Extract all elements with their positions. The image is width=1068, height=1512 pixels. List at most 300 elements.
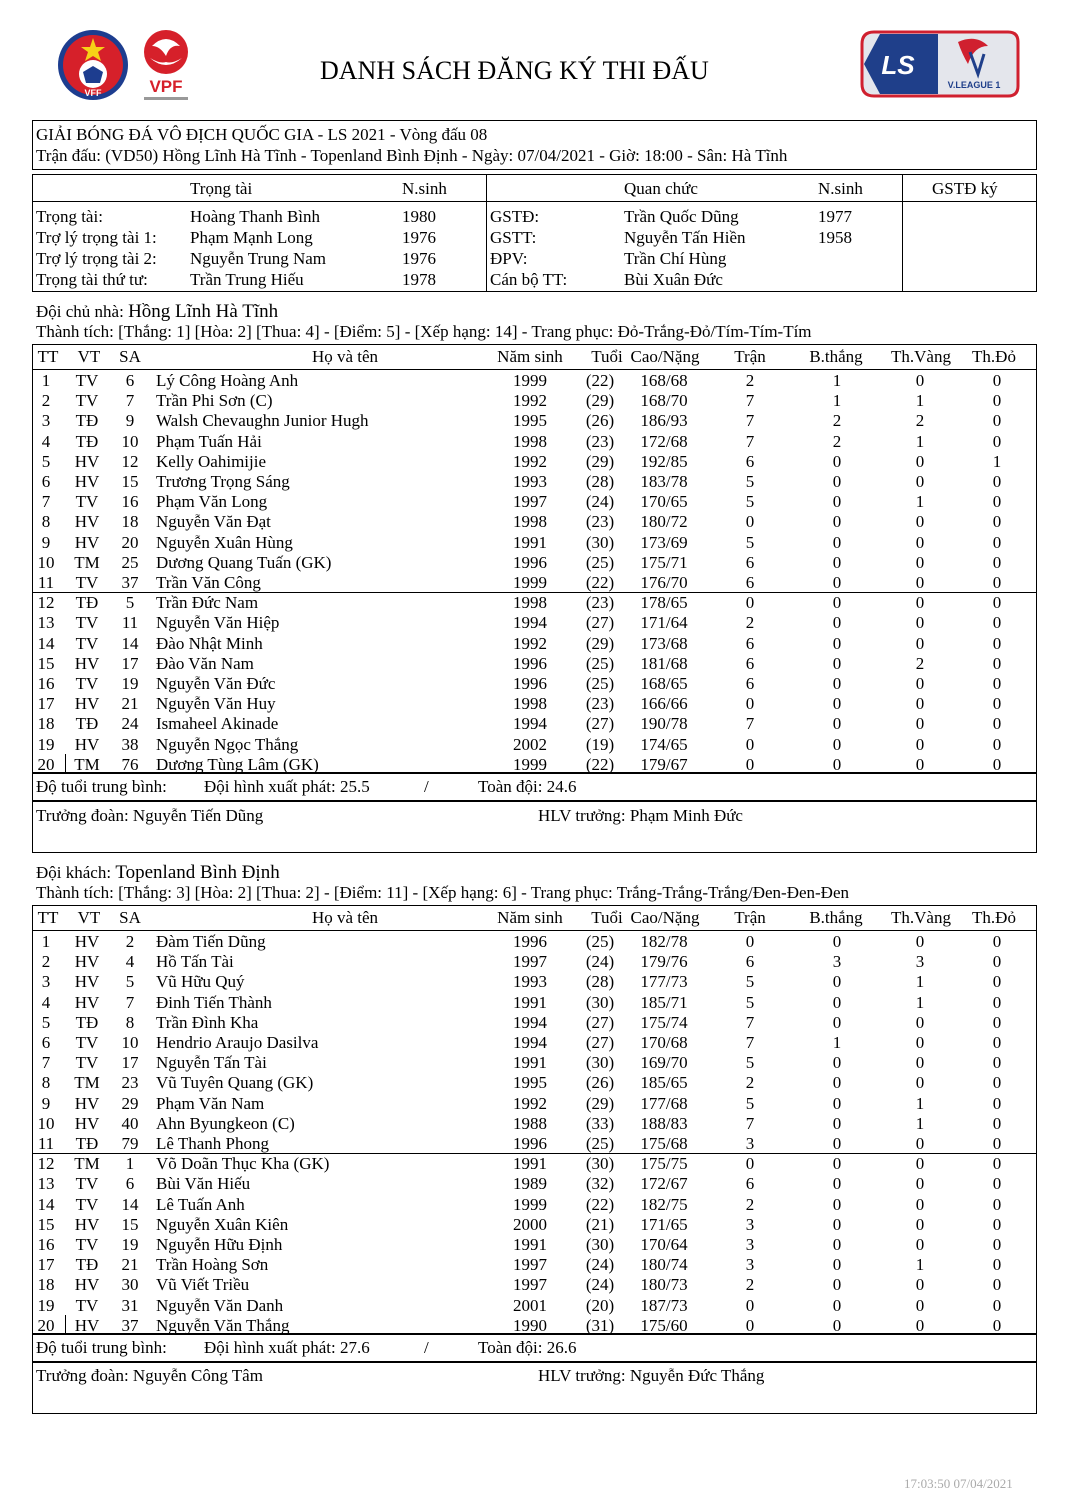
referee-name: Phạm Mạnh Long — [190, 228, 313, 247]
player-name: Đào Nhật Minh — [156, 633, 263, 653]
player-age: (27) — [585, 714, 615, 734]
supervisor-role: GSTT: — [490, 228, 537, 247]
player-vt: HV — [74, 932, 100, 951]
player-row — [34, 472, 1034, 492]
player-name: Bùi Văn Hiếu — [156, 1174, 251, 1194]
referee-year: 1976 — [402, 249, 436, 268]
player-row — [34, 755, 1034, 775]
player-sa: 6 — [125, 1174, 135, 1194]
player-row — [34, 932, 1034, 952]
player-red: 0 — [992, 952, 1002, 972]
player-row — [34, 1215, 1034, 1235]
player-red: 0 — [992, 992, 1002, 1012]
player-apps: 7 — [745, 1033, 755, 1052]
referee-year: 1976 — [402, 228, 436, 247]
player-apps: 5 — [745, 472, 755, 491]
player-height-weight: 180/74 — [640, 1255, 688, 1275]
player-age: (29) — [585, 633, 615, 653]
player-row — [34, 952, 1034, 972]
player-sa: 24 — [121, 714, 139, 734]
player-goals: 2 — [832, 411, 842, 431]
player-row — [34, 613, 1034, 633]
player-yellow: 1 — [915, 1113, 925, 1133]
player-goals: 0 — [832, 451, 842, 471]
player-yob: 1992 — [513, 451, 547, 471]
away-avg-slash: / — [424, 1338, 429, 1357]
player-height-weight: 177/73 — [640, 972, 688, 992]
column-header-age: Tuổi — [591, 908, 623, 927]
player-yellow: 0 — [915, 1033, 925, 1052]
player-goals: 0 — [832, 694, 842, 714]
player-row — [34, 1094, 1034, 1114]
supervisor-name: Trần Chí Hùng — [624, 249, 727, 268]
player-age: (27) — [585, 1033, 615, 1052]
player-row — [34, 694, 1034, 714]
player-red: 0 — [992, 431, 1002, 451]
player-yob: 1991 — [513, 532, 547, 552]
player-name: Kelly Oahimijie — [156, 451, 267, 471]
player-tt: 4 — [41, 992, 51, 1012]
player-height-weight: 173/68 — [640, 633, 688, 653]
player-yellow: 0 — [915, 1194, 925, 1214]
player-yellow: 0 — [915, 1275, 925, 1295]
player-yellow: 0 — [915, 1134, 925, 1153]
player-vt: TV — [75, 1235, 99, 1254]
player-yob: 1990 — [513, 1315, 547, 1335]
player-vt: HV — [74, 451, 100, 471]
player-apps: 0 — [745, 734, 755, 754]
player-red: 0 — [992, 1255, 1002, 1275]
player-row — [34, 452, 1034, 472]
player-age: (27) — [585, 1012, 615, 1032]
column-header-vt: VT — [77, 908, 101, 927]
column-header-apps: Trận — [734, 347, 766, 366]
player-goals: 0 — [832, 1012, 842, 1032]
home-team-heading — [36, 302, 278, 322]
player-apps: 6 — [745, 1174, 755, 1194]
player-yob: 2002 — [513, 734, 547, 754]
player-height-weight: 186/93 — [640, 411, 688, 431]
player-apps: 5 — [745, 532, 755, 552]
referee-year: 1978 — [402, 270, 436, 289]
player-height-weight: 166/66 — [640, 694, 688, 714]
player-name: Nguyễn Văn Đức — [156, 674, 276, 693]
player-height-weight: 171/65 — [640, 1214, 688, 1234]
vleague-logo — [858, 24, 1022, 104]
player-age: (19) — [585, 734, 615, 754]
column-header-height-weight: Cao/Nặng — [630, 347, 700, 366]
player-goals: 0 — [832, 1275, 842, 1295]
player-name: Nguyễn Hữu Định — [156, 1235, 283, 1254]
player-name: Ismaheel Akinade — [156, 714, 279, 734]
player-tt: 6 — [41, 1033, 51, 1052]
player-yellow: 0 — [915, 714, 925, 734]
player-vt: TM — [74, 1154, 100, 1174]
player-row — [34, 972, 1034, 992]
player-age: (29) — [585, 451, 615, 471]
player-name: Vũ Hữu Quý — [156, 972, 245, 992]
player-sa: 4 — [125, 952, 135, 972]
player-height-weight: 175/74 — [640, 1012, 688, 1032]
column-header-goals: B.thắng — [809, 908, 863, 927]
player-row — [34, 654, 1034, 674]
column-header-red: Th.Đỏ — [972, 908, 1016, 927]
player-yob: 1996 — [513, 653, 547, 673]
player-goals: 0 — [832, 674, 842, 693]
player-age: (25) — [585, 1134, 615, 1153]
column-header-vt: VT — [77, 347, 101, 366]
player-goals: 1 — [832, 1033, 842, 1052]
player-yellow: 0 — [915, 1214, 925, 1234]
player-goals: 0 — [832, 1174, 842, 1194]
player-name: Walsh Chevaughn Junior Hugh — [156, 411, 369, 431]
player-yellow: 0 — [915, 932, 925, 951]
player-goals: 0 — [832, 1295, 842, 1315]
player-tt: 2 — [41, 391, 51, 411]
player-vt: HV — [74, 532, 100, 552]
player-sa: 10 — [121, 431, 139, 451]
player-tt: 3 — [41, 972, 51, 992]
player-sa: 2 — [125, 932, 135, 951]
player-height-weight: 182/78 — [640, 932, 688, 951]
player-red: 0 — [992, 1315, 1002, 1335]
player-apps: 6 — [745, 573, 755, 592]
player-height-weight: 190/78 — [640, 714, 688, 734]
player-age: (26) — [585, 1073, 615, 1093]
player-age: (22) — [585, 1194, 615, 1214]
player-tt: 1 — [41, 932, 51, 951]
player-name: Nguyễn Tấn Tài — [156, 1053, 267, 1073]
player-yellow: 0 — [915, 613, 925, 633]
player-red: 0 — [992, 492, 1002, 512]
player-vt: TV — [75, 371, 99, 390]
player-height-weight: 175/75 — [640, 1154, 688, 1174]
player-goals: 0 — [832, 532, 842, 552]
player-name: Phạm Văn Long — [156, 492, 268, 512]
player-yellow: 0 — [915, 532, 925, 552]
player-yob: 1996 — [513, 674, 547, 693]
column-header-name: Họ và tên — [311, 347, 379, 366]
player-red: 0 — [992, 633, 1002, 653]
player-yellow: 1 — [915, 1255, 925, 1275]
player-yellow: 2 — [915, 411, 925, 431]
player-row — [34, 573, 1034, 593]
league-line: GIẢI BÓNG ĐÁ VÔ ĐỊCH QUỐC GIA - LS 2021 - Vòng đấu 08 — [36, 125, 488, 144]
player-apps: 2 — [745, 1194, 755, 1214]
player-tt: 2 — [41, 952, 51, 972]
svg-text:V.LEAGUE 1: V.LEAGUE 1 — [947, 80, 1001, 90]
player-sa: 11 — [121, 613, 139, 633]
player-sa: 10 — [121, 1033, 139, 1052]
referee-year: 1980 — [402, 207, 436, 226]
player-apps: 0 — [745, 932, 755, 951]
player-height-weight: 178/65 — [640, 593, 688, 613]
away-manager: Trưởng đoàn: Nguyễn Công Tâm — [36, 1366, 263, 1385]
player-name: Ahn Byungkeon (C) — [156, 1113, 295, 1133]
player-yellow: 3 — [915, 952, 925, 972]
player-tt: 3 — [41, 411, 51, 431]
player-goals: 0 — [832, 754, 842, 774]
player-vt: TV — [75, 1174, 99, 1194]
player-yellow: 0 — [915, 694, 925, 714]
player-apps: 3 — [745, 1214, 755, 1234]
player-yellow: 1 — [915, 391, 925, 411]
player-tt: 17 — [37, 1255, 55, 1275]
player-yob: 2000 — [513, 1214, 547, 1234]
column-header-red: Th.Đỏ — [972, 347, 1016, 366]
player-sa: 79 — [121, 1134, 139, 1153]
player-yob: 1998 — [513, 431, 547, 451]
player-age: (25) — [585, 674, 615, 693]
player-age: (24) — [585, 952, 615, 972]
player-row — [34, 674, 1034, 694]
player-yellow: 0 — [915, 1235, 925, 1254]
player-sa: 7 — [125, 391, 135, 411]
player-yob: 1996 — [513, 1134, 547, 1153]
player-height-weight: 180/73 — [640, 1275, 688, 1295]
officials-divider-1 — [486, 174, 487, 292]
player-row — [34, 634, 1034, 654]
player-sa: 6 — [125, 371, 135, 390]
player-apps: 5 — [745, 992, 755, 1012]
player-sa: 38 — [121, 734, 139, 754]
player-height-weight: 175/71 — [640, 552, 688, 572]
player-vt: TV — [75, 573, 99, 592]
player-row — [34, 533, 1034, 553]
svg-text:VPF: VPF — [149, 77, 183, 96]
player-vt: TV — [75, 674, 99, 693]
player-vt: TV — [75, 613, 99, 633]
column-header-height-weight: Cao/Nặng — [630, 908, 700, 927]
player-height-weight: 174/65 — [640, 734, 688, 754]
player-sa: 15 — [121, 1214, 139, 1234]
player-height-weight: 169/70 — [640, 1053, 688, 1073]
player-red: 0 — [992, 1235, 1002, 1254]
player-yob: 1991 — [513, 1053, 547, 1073]
column-header-sa: SA — [119, 908, 141, 927]
player-yellow: 0 — [915, 1154, 925, 1174]
player-yob: 1993 — [513, 472, 547, 491]
player-yob: 1995 — [513, 1073, 547, 1093]
player-age: (23) — [585, 512, 615, 532]
player-row — [34, 1013, 1034, 1033]
player-tt: 1 — [41, 371, 51, 390]
player-age: (30) — [585, 1053, 615, 1073]
supervisor-role: Cán bộ TT: — [490, 270, 568, 289]
player-row — [34, 1195, 1034, 1215]
player-red: 1 — [992, 451, 1002, 471]
player-goals: 0 — [832, 552, 842, 572]
referee-name: Nguyễn Trung Nam — [190, 249, 327, 268]
player-height-weight: 168/65 — [640, 674, 688, 693]
player-row — [34, 735, 1034, 755]
player-height-weight: 185/65 — [640, 1073, 688, 1093]
player-goals: 0 — [832, 1214, 842, 1234]
player-red: 0 — [992, 472, 1002, 491]
player-name: Đào Văn Nam — [156, 653, 254, 673]
away-team-record: Thành tích: [Thắng: 3] [Hòa: 2] [Thua: 2] - [Điểm: 11] - [Xếp hạng: 6] - Trang phục: Trắng-Trắng-Trắng/Đen-Đen-Đen — [36, 883, 850, 902]
player-yob: 1997 — [513, 1275, 547, 1295]
player-row — [34, 714, 1034, 734]
player-tt: 11 — [37, 573, 55, 592]
player-red: 0 — [992, 1073, 1002, 1093]
player-height-weight: 181/68 — [640, 653, 688, 673]
player-height-weight: 182/75 — [640, 1194, 688, 1214]
supervisor-year: 1958 — [818, 228, 852, 247]
player-age: (22) — [585, 754, 615, 774]
player-sa: 15 — [121, 472, 139, 491]
player-height-weight: 179/76 — [640, 952, 688, 972]
player-goals: 0 — [832, 472, 842, 491]
referee-name: Trần Trung Hiếu — [190, 270, 304, 289]
sign-header: GSTĐ ký — [932, 179, 998, 198]
dob-header: N.sinh — [402, 179, 447, 198]
player-row — [34, 1235, 1034, 1255]
player-apps: 0 — [745, 1295, 755, 1315]
officials-header-divider — [32, 201, 1037, 202]
away-team-label: Đội khách: — [36, 863, 112, 882]
player-name: Vũ Tuyên Quang (GK) — [156, 1073, 314, 1093]
referee-role: Trọng tài thứ tư: — [36, 270, 148, 289]
player-goals: 0 — [832, 1113, 842, 1133]
svg-text:VFF: VFF — [84, 88, 102, 98]
referee-role: Trợ lý trọng tài 1: — [36, 228, 157, 247]
column-header-apps: Trận — [734, 908, 766, 927]
player-age: (24) — [585, 1275, 615, 1295]
player-yob: 1992 — [513, 633, 547, 653]
player-yob: 1989 — [513, 1174, 547, 1194]
player-apps: 0 — [745, 1315, 755, 1335]
player-name: Trương Trọng Sáng — [156, 472, 290, 491]
player-name: Trần Văn Công — [156, 573, 261, 592]
match-line: Trận đấu: (VD50) Hồng Lĩnh Hà Tĩnh - Topenland Bình Định - Ngày: 07/04/2021 - Giờ: 18:00 - Sân: Hà Tĩnh — [36, 146, 788, 165]
player-yellow: 0 — [915, 371, 925, 390]
player-apps: 3 — [745, 1235, 755, 1254]
player-yob: 1997 — [513, 952, 547, 972]
player-apps: 2 — [745, 1073, 755, 1093]
vpf-logo — [138, 26, 194, 106]
home-avg-start: Đội hình xuất phát: 25.5 — [204, 777, 370, 796]
player-age: (25) — [585, 552, 615, 572]
player-apps: 7 — [745, 411, 755, 431]
home-coach: HLV trưởng: Phạm Minh Đức — [538, 806, 743, 825]
player-apps: 0 — [745, 512, 755, 532]
player-yellow: 0 — [915, 1053, 925, 1073]
player-red: 0 — [992, 1295, 1002, 1315]
player-vt: HV — [74, 1275, 100, 1295]
player-yob: 1994 — [513, 613, 547, 633]
print-timestamp: 17:03:50 07/04/2021 — [904, 1476, 1013, 1491]
player-tt: 5 — [41, 1012, 51, 1032]
player-age: (30) — [585, 992, 615, 1012]
player-sa: 21 — [121, 694, 139, 714]
player-apps: 7 — [745, 1012, 755, 1032]
player-apps: 6 — [745, 653, 755, 673]
player-yob: 1998 — [513, 694, 547, 714]
player-age: (30) — [585, 1235, 615, 1254]
player-sa: 29 — [121, 1093, 139, 1113]
player-red: 0 — [992, 1134, 1002, 1153]
player-sa: 16 — [121, 492, 139, 512]
column-header-name: Họ và tên — [311, 908, 379, 927]
player-name: Hồ Tấn Tài — [156, 952, 234, 972]
player-row — [34, 1296, 1034, 1316]
player-vt: HV — [74, 472, 100, 491]
player-red: 0 — [992, 391, 1002, 411]
player-yellow: 1 — [915, 1093, 925, 1113]
player-goals: 0 — [832, 1255, 842, 1275]
player-tt: 6 — [41, 472, 51, 491]
player-age: (29) — [585, 391, 615, 411]
player-apps: 3 — [745, 1134, 755, 1153]
player-yob: 1994 — [513, 1012, 547, 1032]
player-yellow: 0 — [915, 512, 925, 532]
player-tt: 17 — [37, 694, 55, 714]
player-name: Phạm Văn Nam — [156, 1093, 265, 1113]
player-vt: HV — [74, 512, 100, 532]
player-sa: 1 — [125, 1154, 135, 1174]
player-yob: 1992 — [513, 391, 547, 411]
player-tt: 20 — [37, 1315, 55, 1335]
player-yob: 1996 — [513, 932, 547, 951]
player-yob: 1999 — [513, 1194, 547, 1214]
player-tt: 13 — [37, 613, 55, 633]
player-apps: 6 — [745, 952, 755, 972]
player-red: 0 — [992, 371, 1002, 390]
player-name: Võ Doãn Thục Kha (GK) — [156, 1154, 330, 1174]
player-vt: HV — [74, 734, 100, 754]
player-goals: 0 — [832, 633, 842, 653]
player-yellow: 0 — [915, 1315, 925, 1335]
player-height-weight: 188/83 — [640, 1113, 688, 1133]
player-name: Nguyễn Xuân Kiên — [156, 1214, 289, 1234]
player-apps: 7 — [745, 714, 755, 734]
player-row — [34, 512, 1034, 532]
player-sa: 7 — [125, 992, 135, 1012]
player-apps: 5 — [745, 492, 755, 512]
player-yob: 1991 — [513, 1235, 547, 1254]
player-row — [34, 1255, 1034, 1275]
player-age: (30) — [585, 532, 615, 552]
player-red: 0 — [992, 1093, 1002, 1113]
away-header-divider — [32, 930, 1037, 931]
player-vt: TĐ — [75, 1134, 99, 1153]
player-row — [34, 553, 1034, 573]
player-yellow: 0 — [915, 1073, 925, 1093]
player-height-weight: 187/73 — [640, 1295, 688, 1315]
player-red: 0 — [992, 674, 1002, 693]
player-height-weight: 170/64 — [640, 1235, 688, 1254]
player-name: Đinh Tiến Thành — [156, 992, 272, 1012]
referee-name: Hoàng Thanh Bình — [190, 207, 321, 226]
player-sa: 5 — [125, 593, 135, 613]
player-goals: 0 — [832, 593, 842, 613]
player-red: 0 — [992, 972, 1002, 992]
home-avg-label: Độ tuổi trung bình: — [36, 777, 167, 796]
player-red: 0 — [992, 714, 1002, 734]
player-name: Vũ Viết Triều — [156, 1275, 250, 1295]
player-goals: 0 — [832, 1194, 842, 1214]
column-header-yellow: Th.Vàng — [891, 908, 951, 927]
player-yellow: 0 — [915, 573, 925, 592]
player-yellow: 0 — [915, 472, 925, 491]
supervisor-header: Quan chức — [624, 179, 698, 198]
player-apps: 6 — [745, 633, 755, 653]
column-header-tt: TT — [37, 347, 59, 366]
player-row — [34, 1114, 1034, 1134]
player-name: Nguyễn Ngọc Thắng — [156, 734, 299, 754]
player-goals: 3 — [832, 952, 842, 972]
